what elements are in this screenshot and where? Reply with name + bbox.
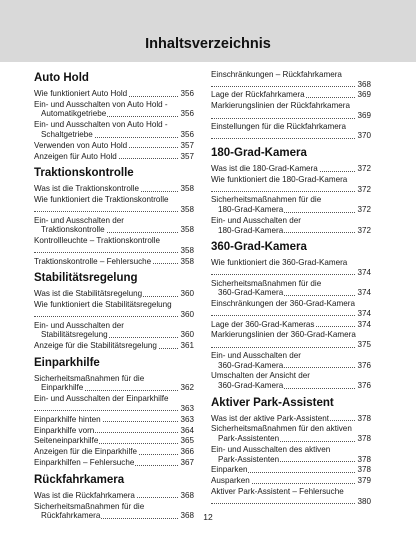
toc-entry-label: Einparkhilfe vorn	[34, 425, 95, 435]
dot-leader	[211, 503, 371, 504]
toc-entry-label: Ein- und Ausschalten des aktiven	[211, 444, 331, 454]
toc-entry-label: Einschränkungen der 360-Grad-Kamera	[211, 299, 355, 309]
toc-left-column	[34, 70, 194, 527]
toc-entry[interactable]	[34, 491, 194, 501]
toc-entry[interactable]	[211, 216, 371, 235]
toc-entry[interactable]	[34, 394, 194, 413]
toc-page-number: 374	[357, 308, 371, 318]
toc-entry[interactable]	[211, 445, 371, 464]
toc-entry-label: Einschränkungen – Rückfahrkamera	[211, 70, 342, 79]
toc-entry-label: Was ist der aktive Park-Assistent	[211, 413, 329, 423]
section-title: Stabilitätsregelung	[34, 272, 138, 285]
toc-page-number: 361	[180, 341, 194, 351]
toc-page-number: 356	[180, 109, 194, 119]
toc-page-number: 358	[180, 225, 194, 235]
toc-entry-label-continued: 360-Grad-Kamera	[211, 288, 284, 298]
toc-entry[interactable]	[211, 122, 371, 141]
toc-entry[interactable]	[34, 415, 194, 425]
toc-page-number: 374	[357, 319, 371, 329]
toc-entry[interactable]	[211, 175, 371, 194]
section-title: Einparkhilfe	[34, 356, 100, 369]
toc-right-column	[211, 70, 371, 512]
toc-page-number: 372	[357, 225, 371, 235]
toc-entry[interactable]	[34, 89, 194, 99]
toc-section	[211, 241, 371, 391]
toc-entry[interactable]	[34, 100, 194, 119]
dot-leader	[211, 86, 371, 87]
toc-page-number: 356	[180, 129, 194, 139]
dot-leader	[34, 410, 194, 411]
toc-entry-label: Ein- und Ausschalten von Auto Hold -	[34, 99, 168, 109]
toc-entry-label-continued: 180-Grad-Kamera	[211, 226, 284, 236]
toc-entry-label-continued: Automatikgetriebe	[34, 109, 107, 119]
toc-entry-label-continued: Rückfahrkamera	[34, 511, 101, 521]
dot-leader	[211, 274, 371, 275]
toc-page-number: 369	[357, 110, 371, 120]
toc-entry-label: Was ist die Traktionskontrolle	[34, 184, 139, 194]
toc-entry[interactable]	[211, 258, 371, 277]
toc-page-number: 372	[357, 164, 371, 174]
toc-entry-label: Einparkhilfe hinten	[34, 414, 101, 424]
toc-entry-label: Anzeige für die Stabilitätsregelung	[34, 341, 157, 351]
toc-entry[interactable]	[34, 152, 194, 162]
toc-page-number: 358	[180, 245, 194, 255]
toc-entry-label: Traktionskontrolle – Fehlersuche	[34, 256, 152, 266]
toc-entry-label-continued: Park-Assistenten	[211, 455, 280, 465]
toc-entry[interactable]	[211, 320, 371, 330]
dot-leader	[211, 347, 371, 348]
toc-entry-label: Wie funktioniert die 180-Grad-Kamera	[211, 174, 348, 184]
toc-page-number: 375	[357, 340, 371, 350]
toc-page-number: 380	[357, 496, 371, 506]
section-title: Traktionskontrolle	[34, 167, 134, 180]
toc-page-number: 369	[357, 90, 371, 100]
toc-page-number: 378	[357, 434, 371, 444]
toc-section	[211, 147, 371, 235]
toc-page-number: 378	[357, 465, 371, 475]
toc-page-number: 378	[357, 454, 371, 464]
toc-entry-label: Ein- und Ausschalten der	[34, 320, 124, 330]
toc-entry-label: Ein- und Ausschalten der Einparkhilfe	[34, 394, 169, 404]
toc-entry[interactable]	[211, 70, 371, 89]
toc-entry[interactable]	[211, 279, 371, 298]
toc-page-number: 360	[180, 289, 194, 299]
toc-entry-label: Was ist die 180-Grad-Kamera	[211, 164, 318, 174]
toc-entry-label: Sicherheitsmaßnahmen für die	[211, 278, 322, 288]
toc-section	[211, 397, 371, 507]
toc-entry[interactable]	[211, 424, 371, 443]
toc-entry-label: Ein- und Ausschalten der	[211, 215, 301, 225]
toc-entry-label: Ausparken	[211, 476, 250, 486]
toc-entry[interactable]	[34, 458, 194, 468]
page-number: 12	[203, 512, 213, 522]
toc-page-number: 370	[357, 131, 371, 141]
toc-entry-label: Sicherheitsmaßnahmen für den aktiven	[211, 424, 352, 434]
dot-leader	[211, 138, 371, 139]
toc-section	[34, 357, 194, 468]
toc-entry-label: Was ist die Rückfahrkamera	[34, 490, 135, 500]
toc-entry[interactable]	[211, 487, 371, 506]
toc-entry[interactable]	[34, 289, 194, 299]
section-title: Rückfahrkamera	[34, 473, 125, 486]
toc-entry-label: Wie funktioniert die Traktionskontrolle	[34, 195, 169, 205]
toc-section	[211, 70, 371, 141]
toc-entry-label-continued: 360-Grad-Kamera	[211, 381, 284, 391]
toc-page-number: 357	[180, 151, 194, 161]
dot-leader	[34, 252, 194, 253]
toc-page-number: 367	[180, 458, 194, 468]
section-title: Aktiver Park-Assistent	[211, 396, 334, 409]
dot-leader	[211, 191, 371, 192]
toc-entry[interactable]	[34, 341, 194, 351]
toc-entry-label-continued: Stabilitätsregelung	[34, 330, 109, 340]
toc-page-number: 374	[357, 288, 371, 298]
toc-entry[interactable]	[211, 414, 371, 424]
toc-entry[interactable]	[211, 164, 371, 174]
toc-entry-label: Verwenden von Auto Hold	[34, 140, 128, 150]
toc-entry[interactable]	[34, 184, 194, 194]
toc-entry-label: Einparken	[211, 465, 248, 475]
toc-page-number: 374	[357, 267, 371, 277]
toc-entry-label: Ein- und Ausschalten der	[34, 215, 124, 225]
toc-entry-label: Anzeigen für die Einparkhilfe	[34, 447, 138, 457]
toc-entry[interactable]	[34, 436, 194, 446]
toc-page-number: 360	[180, 309, 194, 319]
dot-leader	[211, 118, 371, 119]
toc-page-number: 376	[357, 381, 371, 390]
toc-page-number: 364	[180, 425, 194, 435]
toc-entry-label: Was ist die Stabilitätsregelung	[34, 289, 143, 299]
toc-page-number: 378	[357, 413, 371, 423]
toc-entry[interactable]	[34, 447, 194, 457]
toc-section	[34, 167, 194, 266]
toc-page-number: 358	[180, 204, 194, 214]
toc-page-number: 358	[180, 184, 194, 194]
dot-leader	[34, 211, 194, 212]
toc-page-number: 356	[180, 89, 194, 98]
toc-entry[interactable]	[34, 426, 194, 436]
toc-entry-label: Wie funktioniert die Stabilitätsregelung	[34, 300, 172, 310]
toc-page-number: 358	[180, 256, 194, 266]
header-bar	[0, 0, 416, 62]
toc-page-number: 365	[180, 436, 194, 446]
toc-entry[interactable]	[34, 374, 194, 393]
toc-entry-label: Sicherheitsmaßnahmen für die	[211, 195, 322, 205]
toc-entry[interactable]	[34, 300, 194, 319]
toc-entry-label: Sicherheitsmaßnahmen für die	[34, 373, 145, 383]
toc-entry-label: Einparkhilfen – Fehlersuche	[34, 458, 135, 468]
toc-entry[interactable]	[34, 195, 194, 214]
toc-entry-label-continued: Schaltgetriebe	[34, 130, 94, 140]
toc-entry[interactable]	[211, 351, 371, 370]
toc-entry-label-continued: 180-Grad-Kamera	[211, 205, 284, 215]
toc-entry-label-continued: Park-Assistenten	[211, 434, 280, 444]
toc-entry[interactable]	[211, 195, 371, 214]
toc-entry[interactable]	[34, 236, 194, 255]
dot-leader	[34, 316, 194, 317]
toc-page-number: 379	[357, 476, 371, 486]
toc-entry-label: Anzeigen für Auto Hold	[34, 151, 117, 161]
toc-entry[interactable]	[211, 101, 371, 120]
toc-entry[interactable]	[34, 257, 194, 267]
toc-entry[interactable]	[211, 476, 371, 486]
toc-entry[interactable]	[211, 330, 371, 349]
toc-entry-label: Lage der Rückfahrkamera	[211, 90, 305, 100]
toc-page-number: 362	[180, 383, 194, 393]
toc-page-number: 357	[180, 140, 194, 150]
toc-entry[interactable]	[211, 371, 371, 390]
toc-page-number: 363	[180, 403, 194, 413]
toc-page-number: 368	[180, 511, 194, 521]
toc-entry-label: Ein- und Ausschalten der	[211, 350, 301, 360]
toc-entry-label: Einstellungen für die Rückfahrkamera	[211, 121, 346, 131]
section-title: Auto Hold	[34, 72, 89, 84]
toc-section	[34, 272, 194, 350]
toc-entry[interactable]	[34, 120, 194, 139]
toc-page-number: 366	[180, 447, 194, 457]
toc-entry-label: Lage der 360-Grad-Kameras	[211, 319, 315, 329]
toc-page-number: 360	[180, 330, 194, 340]
toc-entry[interactable]	[34, 321, 194, 340]
toc-page-number: 372	[357, 184, 371, 194]
toc-entry-label-continued: Traktionskontrolle	[34, 225, 106, 235]
toc-page-number: 363	[180, 414, 194, 424]
page-title: Inhaltsverzeichnis	[145, 36, 271, 52]
toc-page-number: 368	[357, 79, 371, 89]
toc-entry[interactable]	[34, 216, 194, 235]
section-title: 360-Grad-Kamera	[211, 241, 307, 254]
toc-section	[34, 72, 194, 161]
toc-entry-label: Markierungslinien der 360-Grad-Kamera	[211, 330, 356, 340]
toc-entry-label: Sicherheitsmaßnahmen für die	[34, 501, 145, 511]
toc-entry-label: Aktiver Park-Assistent – Fehlersuche	[211, 487, 344, 497]
toc-page-number: 376	[357, 360, 371, 370]
toc-entry-label: Kontrollleuchte – Traktionskontrolle	[34, 236, 160, 246]
toc-entry-label: Umschalten der Ansicht der	[211, 371, 310, 381]
toc-entry[interactable]	[211, 299, 371, 318]
toc-entry-label-continued: Einparkhilfe	[34, 383, 84, 393]
toc-entry[interactable]	[34, 141, 194, 151]
toc-entry-label: Markierungslinien der Rückfahrkamera	[211, 101, 351, 111]
toc-entry-label-continued: 360-Grad-Kamera	[211, 361, 284, 371]
section-title: 180-Grad-Kamera	[211, 147, 307, 160]
toc-entry-label: Wie funktioniert Auto Hold	[34, 89, 128, 98]
toc-page-number: 372	[357, 205, 371, 215]
toc-entry-label: Wie funktioniert die 360-Grad-Kamera	[211, 258, 348, 268]
toc-entry-label: Ein- und Ausschalten von Auto Hold -	[34, 120, 168, 130]
toc-entry[interactable]	[211, 465, 371, 475]
toc-page-number: 368	[180, 490, 194, 500]
toc-entry-label: Seiteneinparkhilfe	[34, 436, 99, 446]
toc-entry[interactable]	[211, 90, 371, 100]
dot-leader	[211, 315, 371, 316]
